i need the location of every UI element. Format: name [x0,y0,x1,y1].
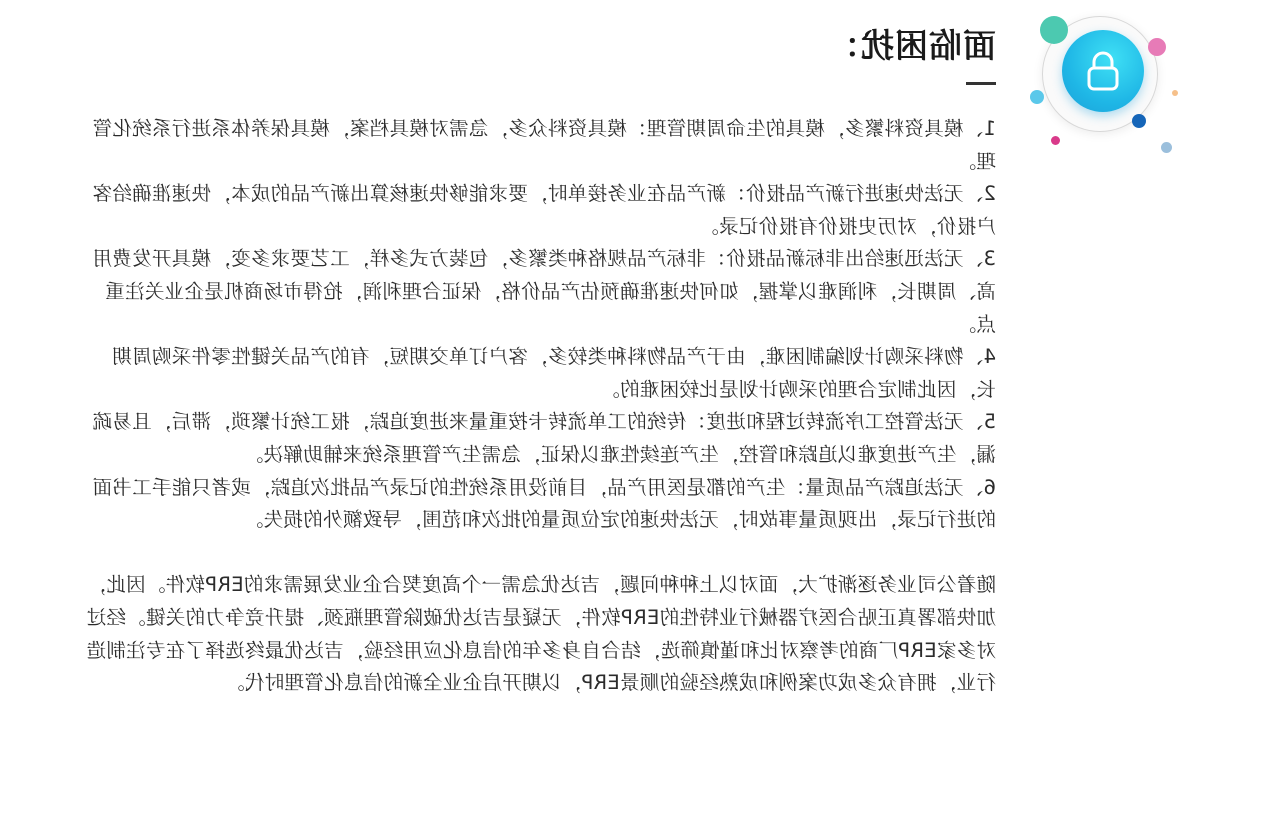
page-title: 面临困扰： [826,26,996,65]
issue-item-3: 3、无法迅速给出非标新品报价：非标产品规格种类繁多，包装方式多样，工艺要求多变，模具开发费用高、周期长，利润难以掌握，如何快速准确预估产品价格，保证合理利润，抢得市场商机是企业关注重点。 [92,247,996,336]
magenta-dot [1051,136,1060,145]
pink-dot [1148,38,1166,56]
lock-icon [1062,30,1144,112]
closing-paragraph: 随着公司业务逐渐扩大，面对以上种种问题，吉达优急需一个高度契合企业发展需求的ERP软件。因此，加快部署真正贴合医疗器械行业特性的ERP软件，无疑是吉达优破除管理瓶颈、提升竞争力的关键。经过对多家ERP厂商的考察对比和谨慎筛选，结合自身多年的信息化应用经验，吉达优最终选择了在专注制造行业，拥有众多成功案例和成熟经验的顺景ERP，以期开启企业全新的信息化管理时代。 [86,573,996,695]
issue-item-6: 6、无法追踪产品质量：生产的都是医用产品，目前没用系统性的记录产品批次追踪，或者只能手工书面的进行记录，出现质量事故时，无法快速的定位质量的批次和范围，导致额外的损失。 [92,475,996,532]
lock-icon-badge [1022,10,1172,160]
steel-dot [1161,142,1172,153]
issue-item-4: 4、物料采购计划编制困难，由于产品物料种类较多，客户订单交期短，有的产品关键性零件采购周期长，因此制定合理的采购计划是比较困难的。 [112,345,996,401]
paragraph-spacer [78,537,996,570]
issue-item-5: 5、无法管控工序流转过程和进度：传统的工单流转卡按重量来进度追踪，报工统计繁琐，滞后，且易疏漏，生产进度难以追踪和管控，生产连续性难以保证，急需生产管理系统来辅助解决。 [92,410,996,466]
light-blue-dot [1030,90,1044,104]
dark-blue-dot [1132,114,1146,128]
padlock-icon [1084,50,1122,92]
issue-item-2: 2、无法快速进行新产品报价：新产品在业务接单时，要求能够快速核算出新产品的成本，快速准确给客户报价，对历史报价有报价记录。 [92,182,996,238]
issue-item-1: 1、模具资料繁多，模具的生命周期管理：模具资料众多，急需对模具档案，模具保养体系进行系统化管理。 [92,117,996,173]
orange-dot [1172,90,1178,96]
article-body [78,113,996,700]
teal-dot [1040,16,1068,44]
title-divider [966,82,996,85]
